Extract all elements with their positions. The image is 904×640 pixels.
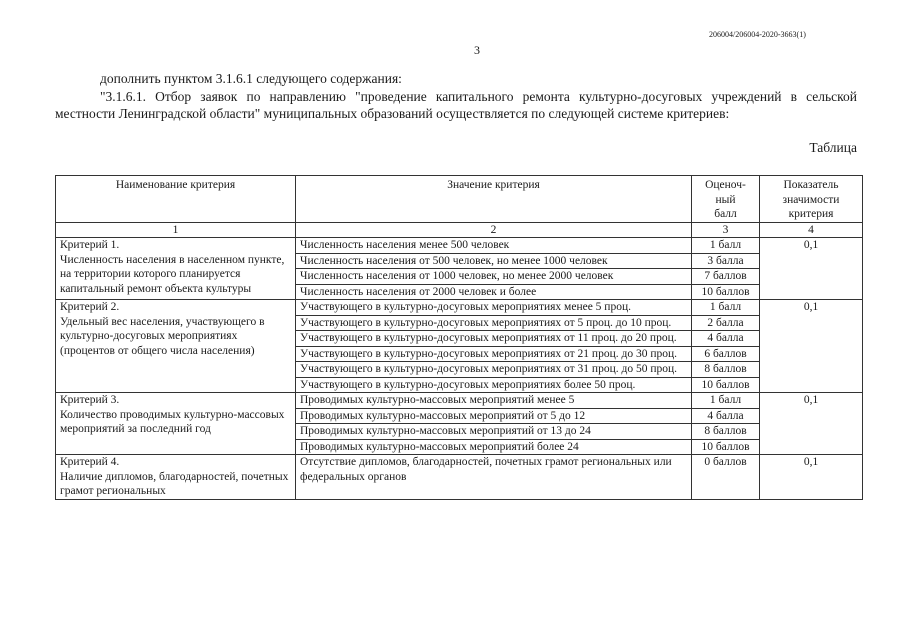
column-number: 2 — [296, 222, 692, 238]
score-value: 8 баллов — [692, 362, 760, 378]
header-criterion-name: Наименование критерия — [56, 176, 296, 223]
criterion-value: Проводимых культурно-массовых мероприятий более 24 — [296, 439, 692, 455]
criteria-table — [55, 175, 863, 500]
intro-line: дополнить пунктом 3.1.6.1 следующего содержания: — [100, 71, 402, 86]
page-number: 3 — [474, 43, 480, 57]
table-row — [56, 455, 863, 500]
score-value: 6 баллов — [692, 346, 760, 362]
score-value: 4 балла — [692, 408, 760, 424]
column-number: 1 — [56, 222, 296, 238]
header-weight: Показатель значимости критерия — [760, 176, 863, 223]
criterion-value: Участвующего в культурно-досуговых мероприятиях от 5 проц. до 10 проц. — [296, 315, 692, 331]
criterion-name: Критерий 1. Численность населения в населенном пункте, на территории которого планируется капитальный ремонт объекта культуры — [56, 238, 296, 300]
criterion-weight: 0,1 — [760, 300, 863, 393]
header-row — [56, 176, 863, 223]
table-row — [56, 393, 863, 409]
score-value: 1 балл — [692, 393, 760, 409]
criterion-value: Численность населения менее 500 человек — [296, 238, 692, 254]
criteria-body — [56, 238, 863, 500]
header-score: Оценоч- ный балл — [692, 176, 760, 223]
score-value: 3 балла — [692, 253, 760, 269]
criterion-value: Участвующего в культурно-досуговых мероприятиях от 21 проц. до 30 проц. — [296, 346, 692, 362]
paragraph-3-1-6-1: "3.1.6.1. Отбор заявок по направлению "проведение капитального ремонта культурно-досуговых учреждений в сельской местности Ленинградской области" муниципальных образований осуществляется по следующей системе критериев: — [55, 89, 857, 121]
column-number-row — [56, 222, 863, 238]
score-value: 10 баллов — [692, 377, 760, 393]
table-row — [56, 238, 863, 254]
score-value: 10 баллов — [692, 439, 760, 455]
column-number: 4 — [760, 222, 863, 238]
criterion-name: Критерий 3. Количество проводимых культурно-массовых мероприятий за последний год — [56, 393, 296, 455]
criterion-value: Проводимых культурно-массовых мероприятий от 13 до 24 — [296, 424, 692, 440]
criterion-weight: 0,1 — [760, 455, 863, 500]
header-criterion-value: Значение критерия — [296, 176, 692, 223]
criterion-weight: 0,1 — [760, 238, 863, 300]
score-value: 10 баллов — [692, 284, 760, 300]
criterion-value: Численность населения от 2000 человек и более — [296, 284, 692, 300]
document-id: 206004/206004-2020-3663(1) — [709, 30, 806, 39]
score-value: 0 баллов — [692, 455, 760, 500]
table-row — [56, 300, 863, 316]
score-value: 2 балла — [692, 315, 760, 331]
criterion-value: Проводимых культурно-массовых мероприятий менее 5 — [296, 393, 692, 409]
criterion-value: Отсутствие дипломов, благодарностей, почетных грамот региональных или федеральных органов — [296, 455, 692, 500]
score-value: 7 баллов — [692, 269, 760, 285]
score-value: 4 балла — [692, 331, 760, 347]
score-value: 1 балл — [692, 300, 760, 316]
criterion-value: Проводимых культурно-массовых мероприятий от 5 до 12 — [296, 408, 692, 424]
table-label: Таблица — [809, 140, 857, 155]
criterion-value: Участвующего в культурно-досуговых мероприятиях менее 5 проц. — [296, 300, 692, 316]
criterion-name: Критерий 2. Удельный вес населения, участвующего в культурно-досуговых мероприятиях (процентов от общего числа населения) — [56, 300, 296, 393]
criterion-value: Участвующего в культурно-досуговых мероприятиях от 31 проц. до 50 проц. — [296, 362, 692, 378]
criterion-value: Численность населения от 1000 человек, но менее 2000 человек — [296, 269, 692, 285]
criterion-value: Участвующего в культурно-досуговых мероприятиях более 50 проц. — [296, 377, 692, 393]
criterion-value: Численность населения от 500 человек, но менее 1000 человек — [296, 253, 692, 269]
score-value: 8 баллов — [692, 424, 760, 440]
criterion-name: Критерий 4. Наличие дипломов, благодарностей, почетных грамот региональных — [56, 455, 296, 500]
column-number: 3 — [692, 222, 760, 238]
criterion-weight: 0,1 — [760, 393, 863, 455]
criterion-value: Участвующего в культурно-досуговых мероприятиях от 11 проц. до 20 проц. — [296, 331, 692, 347]
score-value: 1 балл — [692, 238, 760, 254]
